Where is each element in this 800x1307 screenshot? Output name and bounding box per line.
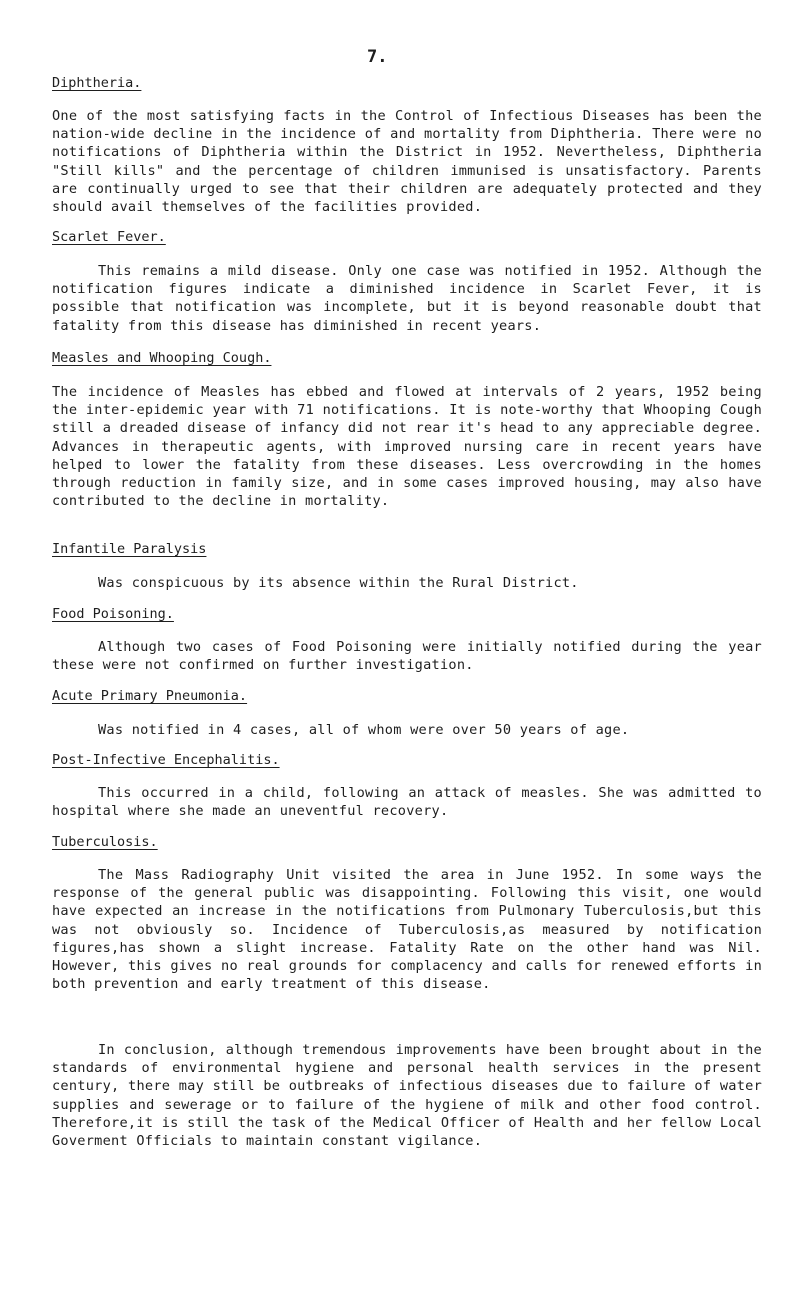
paragraph-infantile-paralysis: Was conspicuous by its absence within the Rural District. <box>98 575 579 591</box>
heading-scarlet-fever: Scarlet Fever. <box>52 229 166 245</box>
heading-measles-whooping-cough: Measles and Whooping Cough. <box>52 350 272 366</box>
page-number: 7. <box>367 47 388 67</box>
paragraph-scarlet-fever: This remains a mild disease. Only one case was notified in 1952. Although the notification figures indicate a diminished incidence in Scarlet Fever, it is possible that notification was incomplete, but it is beyond reasonable doubt that fatality from this disease has diminished in recent years. <box>52 263 762 334</box>
paragraph-tuberculosis: The Mass Radiography Unit visited the area in June 1952. In some ways the response of the general public was disappointing. Following this visit, one would have expected an increase in the notifications from Pulmonary Tuberculosis,but this was not obviously so. Incidence of Tuberculosis,as measured by notification figures,has shown a slight increase. Fatality Rate on the other hand was Nil. However, this gives no real grounds for complacency and calls for renewed efforts in both prevention and early treatment of this disease. <box>52 867 762 993</box>
paragraph-measles-whooping-cough: The incidence of Measles has ebbed and flowed at intervals of 2 years, 1952 being the inter-epidemic year with 71 notifications. It is note-worthy that Whooping Cough still a dreaded disease of infancy did not rear it's head to any appreciable degree. Advances in therapeutic agents, with improved nursing care in recent years have helped to lower the fatality from these diseases. Less overcrowding in the homes through reduction in family size, and in some cases improved housing, may also have contributed to the decline in mortality. <box>52 384 762 510</box>
paragraph-food-poisoning: Although two cases of Food Poisoning were initially notified during the year these were not confirmed on further investigation. <box>52 639 762 674</box>
heading-infantile-paralysis: Infantile Paralysis <box>52 541 207 557</box>
heading-post-infective-encephalitis: Post-Infective Encephalitis. <box>52 752 280 768</box>
heading-acute-primary-pneumonia: Acute Primary Pneumonia. <box>52 688 248 704</box>
paragraph-diphtheria: One of the most satisfying facts in the Control of Infectious Diseases has been the nation-wide decline in the incidence of and mortality from Diphtheria. There were no notifications of Diphtheria within the District in 1952. Nevertheless, Diphtheria "Still kills" and the percentage of children immunised is unsatisfactory. Parents are continually urged to see that their children are adequately protected and they should avail themselves of the facilities provided. <box>52 108 762 216</box>
paragraph-post-infective-encephalitis: This occurred in a child, following an attack of measles. She was admitted to hospital where she made an uneventful recovery. <box>52 785 762 820</box>
heading-tuberculosis: Tuberculosis. <box>52 834 158 850</box>
paragraph-acute-primary-pneumonia: Was notified in 4 cases, all of whom were over 50 years of age. <box>98 722 630 738</box>
heading-diphtheria: Diphtheria. <box>52 75 142 91</box>
paragraph-conclusion: In conclusion, although tremendous improvements have been brought about in the standards of environmental hygiene and personal health services in the present century, there may still be outbreaks of infectious diseases due to failure of water supplies and sewerage or to failure of the hygiene of milk and other food control. Therefore,it is still the task of the Medical Officer of Health and her fellow Local Goverment Officials to maintain constant vigilance. <box>52 1042 762 1150</box>
heading-food-poisoning: Food Poisoning. <box>52 606 174 622</box>
